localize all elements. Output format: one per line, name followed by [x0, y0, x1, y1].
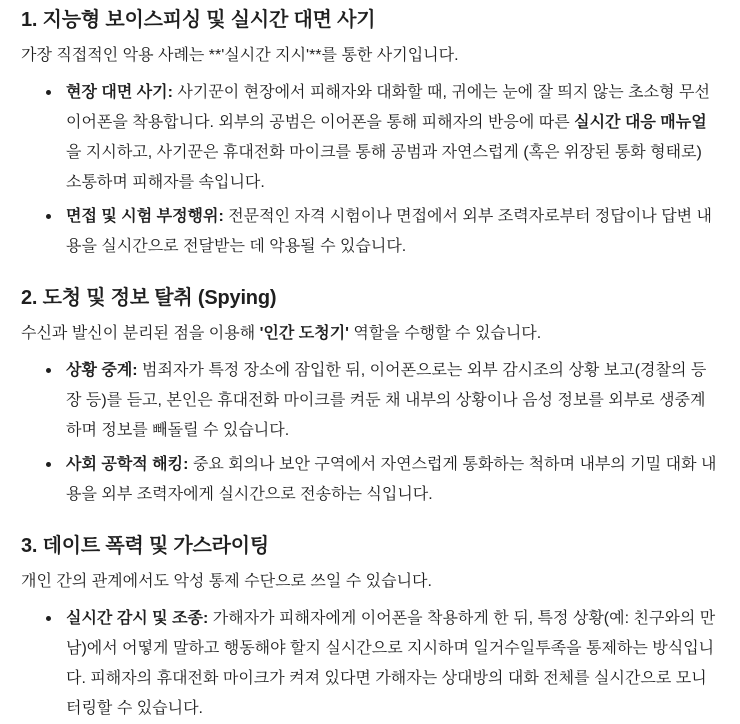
text-run-bold: 현장 대면 사기:	[66, 84, 173, 101]
text-run: 전문적인 자격 시험이나 면접에서 외부 조력자로부터 정답이나 답변 내용을 실시간으로 전달받는 데 악용될 수 있습니다.	[66, 208, 713, 255]
section-intro	[21, 41, 720, 71]
list-item	[66, 202, 720, 262]
text-run: 을 지시하고, 사기꾼은 휴대전화 마이크를 통해 공범과 자연스럽게 (혹은 위장된 통화 형태로) 소통하며 피해자를 속입니다.	[66, 144, 702, 191]
section-heading: 3. 데이트 폭력 및 가스라이팅	[21, 535, 270, 557]
text-run-bold: '인간 도청기'	[259, 325, 349, 342]
text-run: 개인 간의 관계에서도 악성 통제 수단으로 쓰일 수 있습니다.	[21, 573, 432, 590]
document-body	[21, 6, 720, 724]
text-run-bold: 사회 공학적 해킹:	[66, 456, 189, 473]
bullet-list	[21, 78, 720, 262]
text-run: 가해자가 피해자에게 이어폰을 착용하게 한 뒤, 특정 상황(예: 친구와의 만남)에서 어떻게 말하고 행동해야 할지 실시간으로 지시하며 일거수일투족을 통제하는 방식입니다. 피해자의 휴대전화 마이크가 켜져 있다면 가해자는 상대방의 대화 전체를 실시간으로 모니터링할 수 있습니다.	[66, 610, 716, 717]
text-run: 가장 직접적인 악용 사례는 **'실시간 지시'**를 통한 사기입니다.	[21, 47, 459, 64]
section-heading: 2. 도청 및 정보 탈취 (Spying)	[21, 287, 277, 309]
text-run-bold: 면접 및 시험 부정행위:	[66, 208, 224, 225]
text-run-bold: 실시간 감시 및 조종:	[66, 610, 209, 627]
text-run: 범죄자가 특정 장소에 잠입한 뒤, 이어폰으로는 외부 감시조의 상황 보고(경찰의 등장 등)를 듣고, 본인은 휴대전화 마이크를 켜둔 채 내부의 상황이나 음성 정보를 외부로 생중계하며 정보를 빼돌릴 수 있습니다.	[66, 362, 707, 439]
section-intro	[21, 567, 720, 597]
text-run-bold: 실시간 대응 매뉴얼	[574, 114, 707, 131]
list-item	[66, 78, 720, 198]
section-dating-violence	[21, 532, 720, 724]
list-item	[66, 450, 720, 510]
text-run: 역할을 수행할 수 있습니다.	[348, 325, 542, 342]
section-voice-phishing	[21, 6, 720, 262]
bullet-list	[21, 356, 720, 510]
text-run-bold: 상황 중계:	[66, 362, 138, 379]
text-run: 수신과 발신이 분리된 점을 이용해	[21, 325, 260, 342]
section-intro	[21, 319, 720, 349]
section-spying	[21, 284, 720, 510]
list-item	[66, 356, 720, 446]
bullet-list	[21, 604, 720, 724]
text-run: 사기꾼이 현장에서 피해자와 대화할 때, 귀에는 눈에 잘 띄지 않는 초소형 무선 이어폰을 착용합니다. 외부의 공범은 이어폰을 통해 피해자의 반응에 따른	[66, 84, 710, 131]
section-heading: 1. 지능형 보이스피싱 및 실시간 대면 사기	[21, 9, 376, 31]
list-item	[66, 604, 720, 724]
text-run: 중요 회의나 보안 구역에서 자연스럽게 통화하는 척하며 내부의 기밀 대화 내용을 외부 조력자에게 실시간으로 전송하는 식입니다.	[66, 456, 717, 503]
